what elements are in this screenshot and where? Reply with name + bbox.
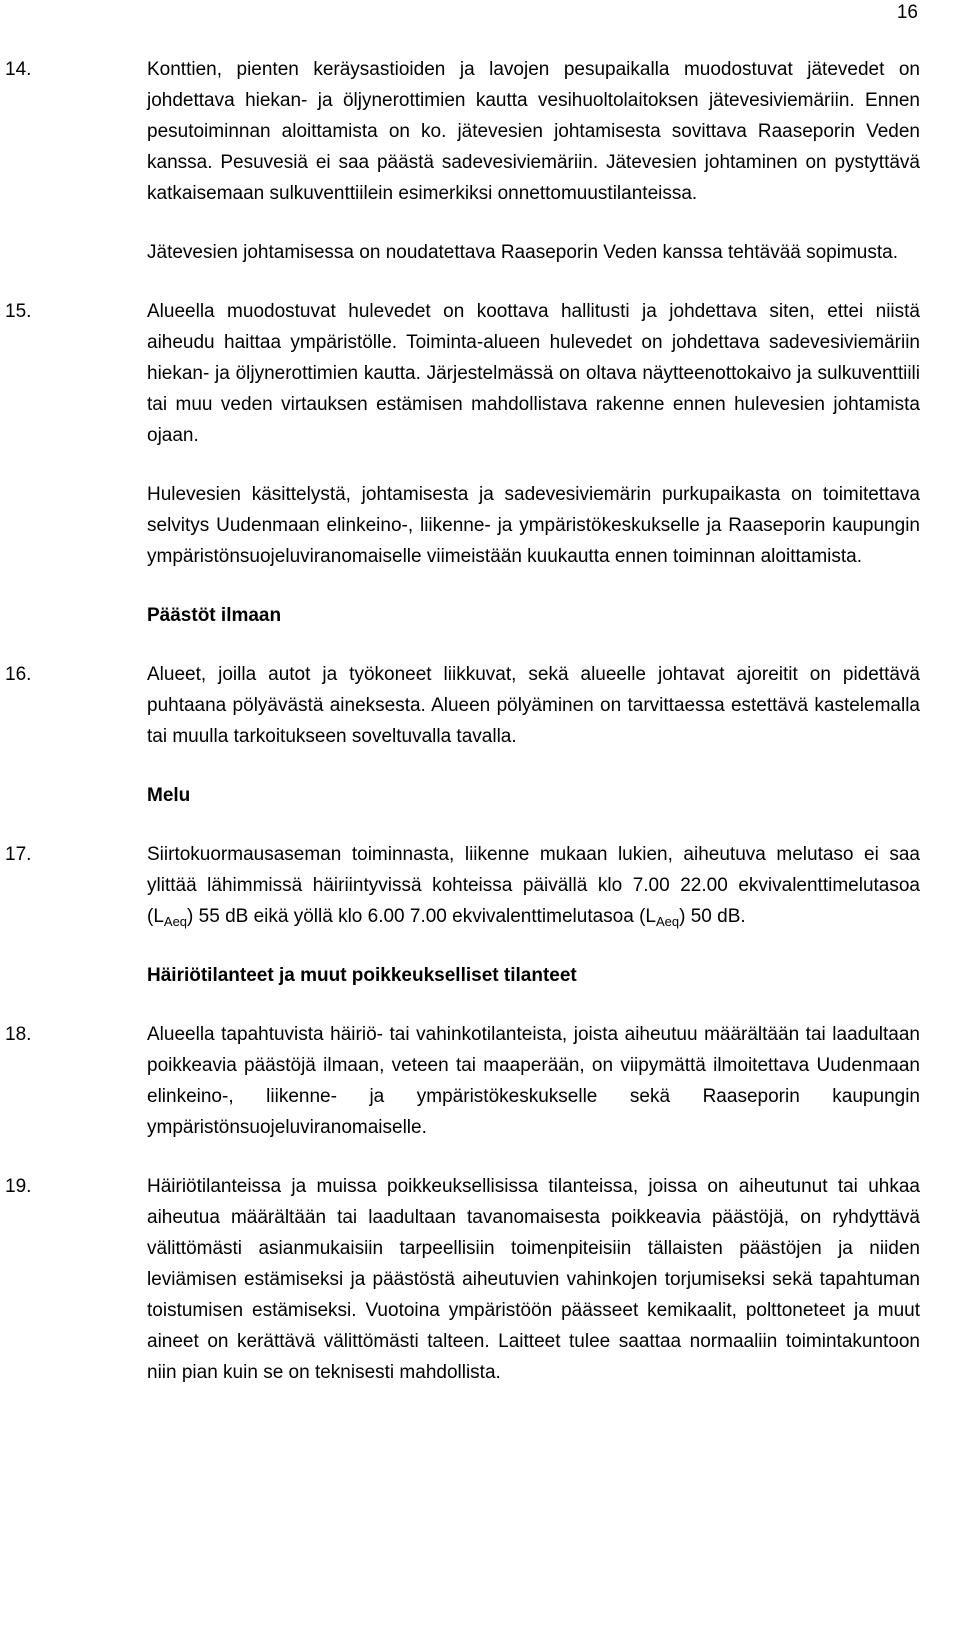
subscript: Aeq — [163, 914, 188, 929]
condition-19 — [5, 1171, 920, 1388]
document-body — [0, 54, 960, 1388]
condition-number: 19. — [5, 1176, 32, 1197]
section-heading-paastot: Päästöt ilmaan — [147, 605, 282, 626]
condition-paragraph: Häiriötilanteissa ja muissa poikkeuksellisissa tilanteissa, joissa on aiheutunut tai uhkaa aiheutua määrältään tai laadultaan tavanomaisesta poikkeavia päästöjä, on ryhdyttävä välittömästi asianmukaisiin tarpeellisiin toimenpiteisiin tällaisten päästöjen ja niiden leviämisen estämiseksi ja päästöstä aiheutuvien vahinkojen torjumiseksi sekä tapahtuman toistumisen estämiseksi. Vuotoina ympäristöön päässeet kemikaalit, polttoneteet ja muut aineet on kerättävä välittömästi talteen. Laitteet tulee saattaa normaaliin toimintakuntoon niin pian kuin se on teknisesti mahdollista. — [147, 1176, 920, 1383]
condition-18 — [5, 1019, 920, 1143]
condition-paragraph: Jätevesien johtamisessa on noudatettava Raaseporin Veden kanssa tehtävää sopimusta. — [147, 242, 898, 263]
condition-14 — [5, 54, 920, 268]
text-run: ) 55 dB eikä yöllä klo 6.00 7.00 ekvivalenttimelutasoa (L — [187, 906, 656, 927]
condition-number: 14. — [5, 59, 32, 80]
text-run: Siirtokuormausaseman toiminnasta, liikenne mukaan lukien, aiheutuva melutaso ei saa ylittää lähimmissä häiriintyvissä kohteissa päivällä klo 7.00 22.00 ekvivalenttimelutasoa (L — [147, 844, 920, 927]
condition-number: 18. — [5, 1024, 32, 1045]
condition-paragraph: Alueella muodostuvat hulevedet on koottava hallitusti ja johdettava siten, ettei niistä aiheudu haittaa ympäristölle. Toiminta-alueen hulevedet on johdettava sadevesiviemäriin hiekan- ja öljynerottimien kautta. Järjestelmässä on oltava näytteenottokaivo ja sulkuventtiili tai muu veden virtauksen estämisen mahdollistava rakenne ennen hulevesien johtamista ojaan. — [147, 301, 920, 446]
condition-paragraph: Konttien, pienten keräysastioiden ja lavojen pesupaikalla muodostuvat jätevedet on johdettava hiekan- ja öljynerottimien kautta vesihuoltolaitoksen jätevesiviemäriin. Ennen pesutoiminnan aloittamista on ko. jätevesien johtamisesta sovittava Raaseporin Veden kanssa. Pesuvesiä ei saa päästä sadevesiviemäriin. Jätevesien johtaminen on pystyttävä katkaisemaan sulkuventtiilein esimerkiksi onnettomuustilanteissa. — [147, 59, 920, 204]
condition-17 — [5, 839, 920, 932]
condition-number: 16. — [5, 664, 32, 685]
condition-paragraph — [147, 839, 920, 932]
text-run: ) 50 dB. — [679, 906, 746, 927]
page-number: 16 — [896, 2, 918, 23]
condition-paragraph: Alueella tapahtuvista häiriö- tai vahinkotilanteista, joista aiheutuu määrältään tai laadultaan poikkeavia päästöjä ilmaan, veteen tai maaperään, on viipymättä ilmoitettava Uudenmaan elinkeino-, liikenne- ja ympäristökeskukselle sekä Raaseporin kaupungin ympäristönsuojeluviranomaiselle. — [147, 1024, 920, 1138]
condition-number: 15. — [5, 301, 32, 322]
subscript: Aeq — [655, 914, 680, 929]
section-heading-melu: Melu — [147, 785, 191, 806]
condition-paragraph: Hulevesien käsittelystä, johtamisesta ja sadevesiviemärin purkupaikasta on toimitettava selvitys Uudenmaan elinkeino-, liikenne- ja ympäristökeskukselle ja Raaseporin kaupungin ympäristönsuojeluviranomaiselle viimeistään kuukautta ennen toiminnan aloittamista. — [147, 484, 920, 567]
condition-number: 17. — [5, 844, 32, 865]
condition-paragraph: Alueet, joilla autot ja työkoneet liikkuvat, sekä alueelle johtavat ajoreitit on pidettävä puhtaana pölyävästä aineksesta. Alueen pölyäminen on tarvittaessa estettävä kastelemalla tai muulla tarkoitukseen soveltuvalla tavalla. — [147, 664, 920, 747]
section-heading-hairiotilanteet: Häiriötilanteet ja muut poikkeukselliset tilanteet — [147, 965, 577, 986]
condition-16 — [5, 659, 920, 752]
condition-15 — [5, 296, 920, 572]
